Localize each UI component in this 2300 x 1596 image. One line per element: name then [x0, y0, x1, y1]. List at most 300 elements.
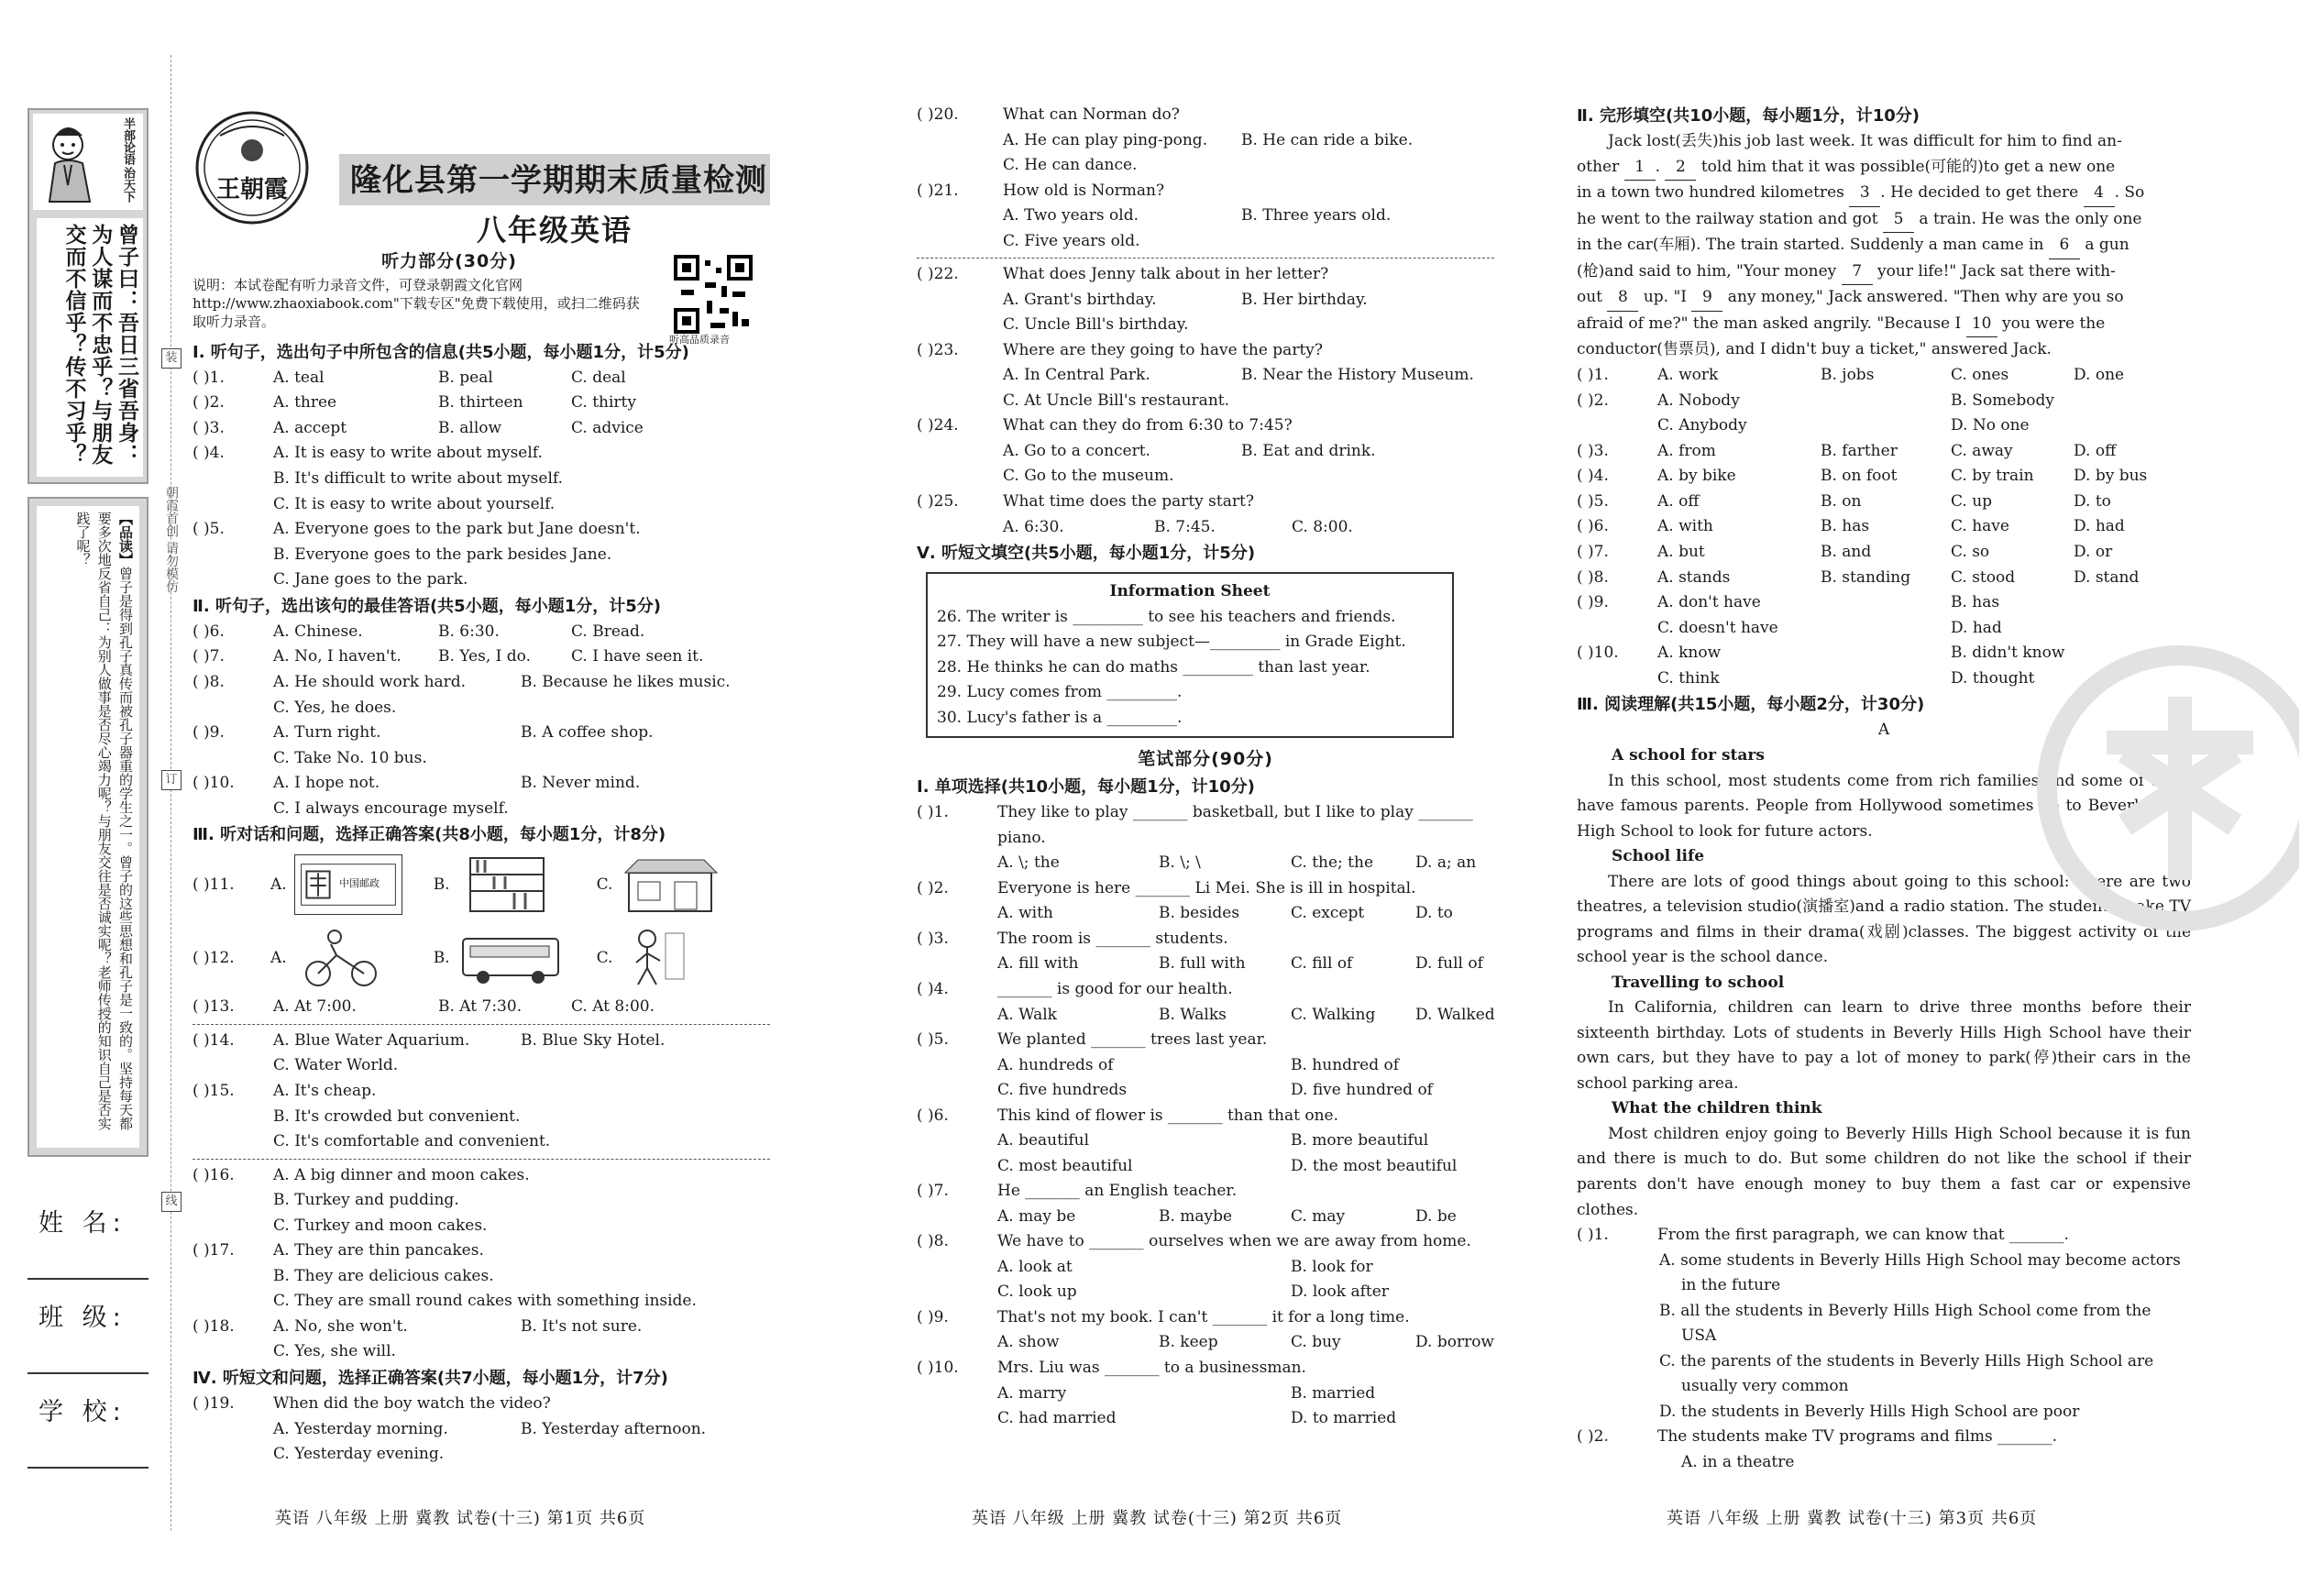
answer-option[interactable]: A. No, she won't. [273, 1316, 408, 1336]
question-number[interactable]: ( )6. [193, 622, 225, 641]
answer-option[interactable]: C. At Uncle Bill's restaurant. [1003, 391, 1229, 410]
question-item [193, 995, 853, 1020]
passage-text: out [1577, 288, 1608, 307]
answer-option[interactable]: B. and [1821, 542, 1872, 561]
answer-option[interactable]: B. look for [1291, 1257, 1373, 1276]
question-number[interactable]: ( )3. [917, 929, 949, 948]
answer-option[interactable]: A. Two years old. [1003, 206, 1139, 226]
sheet-title: Information Sheet [1109, 582, 1271, 601]
question-stem: When did the boy watch the video? [273, 1393, 551, 1413]
answer-option[interactable]: A. It's cheap. [273, 1081, 377, 1100]
passage-text: up. "I [1638, 288, 1692, 307]
answer-option[interactable]: D. look after [1291, 1282, 1389, 1302]
question-number[interactable]: ( )24. [917, 416, 959, 435]
passage-line: conductor(售票员), and I didn't buy a ticket," answered Jack. [1577, 340, 2052, 359]
question-number[interactable]: ( )22. [917, 265, 959, 284]
walking-person-icon[interactable] [620, 928, 728, 988]
cloze-blank[interactable]: 6 [2049, 233, 2080, 259]
question-number[interactable]: ( )2. [193, 393, 225, 413]
answer-option[interactable]: A. No, I haven't. [273, 647, 402, 666]
answer-option[interactable]: C. ones [1951, 365, 2009, 384]
divider [917, 258, 1494, 259]
question-stem: The room is _______ students. [997, 929, 1228, 948]
answer-option[interactable]: A. off [1657, 491, 1700, 511]
answer-option[interactable]: B. allow [438, 418, 502, 437]
answer-option[interactable]: A. accept [273, 418, 347, 437]
answer-option[interactable]: B. Because he likes music. [521, 672, 731, 691]
passage-line: Jack lost(丢失)his job last week. It was difficult for him to find an- [1608, 132, 2122, 151]
answer-option[interactable]: A. In Central Park. [1003, 366, 1150, 385]
answer-option[interactable]: D. the most beautiful [1291, 1156, 1458, 1175]
answer-option[interactable]: B. didn't know [1951, 644, 2065, 663]
question-number[interactable]: ( )25. [917, 491, 959, 511]
cloze-blank[interactable]: 5 [1883, 207, 1914, 234]
question-item [917, 103, 1513, 179]
question-number[interactable]: ( )8. [917, 1232, 949, 1251]
answer-option[interactable]: A. hundreds of [997, 1055, 1114, 1074]
answer-option[interactable]: A. A big dinner and moon cakes. [273, 1165, 530, 1184]
fill-blank-item[interactable]: 27. They will have a new subject—_________ in Grade Eight. [937, 633, 1406, 652]
answer-option[interactable]: A. don't have [1657, 593, 1761, 612]
question-item [193, 771, 853, 821]
answer-option[interactable]: B. maybe [1159, 1206, 1233, 1226]
answer-option[interactable]: C. Walking [1291, 1005, 1376, 1024]
cloze-blank[interactable]: 2 [1665, 155, 1696, 182]
page-footer: 英语 八年级 上册 冀教 试卷(十三) 第2页 共6页 [972, 1509, 1343, 1528]
question-number[interactable]: ( )1. [1577, 1226, 1609, 1245]
option-label: B. [433, 875, 450, 894]
answer-option[interactable]: D. be [1415, 1206, 1457, 1226]
question-number[interactable]: ( )7. [1577, 542, 1609, 561]
question-item [917, 876, 1513, 927]
answer-option[interactable]: D. had [2074, 517, 2125, 536]
passage-text: other [1577, 157, 1624, 176]
answer-option[interactable]: C. Yes, she will. [273, 1342, 396, 1361]
answer-option[interactable]: A. I hope not. [273, 774, 380, 793]
question-number[interactable]: ( )1. [1577, 365, 1609, 384]
answer-option[interactable]: A. Grant's birthday. [1003, 290, 1157, 309]
answer-option[interactable]: C. Yesterday evening. [273, 1445, 445, 1464]
answer-option[interactable]: A. show [997, 1333, 1060, 1352]
class-field[interactable] [28, 1280, 149, 1374]
name-field[interactable] [28, 1185, 149, 1280]
exam-header [193, 108, 798, 246]
motto-heading [97, 117, 138, 209]
question-item [1577, 514, 2191, 540]
cloze-blank[interactable]: 3 [1849, 181, 1880, 207]
answer-option[interactable]: D. the students in Beverly Hills High School are poor [1659, 1402, 2080, 1421]
answer-option[interactable]: C. They are small round cakes with something inside. [273, 1292, 697, 1311]
question-number[interactable]: ( )9. [1577, 593, 1609, 612]
answer-option[interactable]: A. Nobody [1657, 391, 1740, 410]
question-number[interactable]: ( )12. [193, 948, 235, 967]
answer-option[interactable]: A. stands [1657, 567, 1731, 587]
answer-option[interactable]: B. It's difficult to write about myself. [273, 468, 563, 488]
answer-option[interactable]: B. Near the History Museum. [1241, 366, 1474, 385]
answer-option[interactable]: A. fill with [997, 954, 1079, 974]
page-1 [193, 248, 853, 1468]
answer-option[interactable]: C. He can dance. [1003, 156, 1138, 175]
answer-option[interactable]: A. Chinese. [273, 622, 363, 641]
answer-option[interactable]: A. Walk [997, 1005, 1057, 1024]
answer-option[interactable]: C. buy [1291, 1333, 1341, 1352]
answer-option[interactable]: B. besides [1159, 904, 1240, 923]
section-2-heading: Ⅱ. 听句子，选出该句的最佳答语(共5小题，每小题1分，计5分) [193, 596, 661, 616]
cloze-blank[interactable]: 10 [1966, 312, 1997, 338]
answer-option[interactable]: B. They are delicious cakes. [273, 1266, 494, 1285]
question-stem: What time does the party start? [1003, 491, 1254, 511]
answer-option[interactable]: C. the; the [1291, 853, 1374, 873]
question-item [917, 179, 1513, 255]
answer-option[interactable]: C. Turkey and moon cakes. [273, 1216, 488, 1235]
question-number[interactable]: ( )5. [193, 520, 225, 539]
question-stem: They like to play _______ basketball, but I like to play _______ piano. [997, 803, 1473, 847]
sub-title: 八年级英语 [477, 213, 633, 248]
passage-paragraph: There are lots of good things about going to this school: There are two theatres, a television studio(演播室)and a radio station. The students make TV programs and films in their drama(戏剧)classes. The biggest activity of the school year is the school dance. [1577, 872, 2191, 967]
answer-option[interactable]: B. has [1951, 593, 2000, 612]
question-item [917, 1179, 1513, 1229]
question-item [917, 338, 1513, 414]
answer-option[interactable]: C. thirty [571, 393, 636, 413]
answer-option[interactable]: A. with [1657, 517, 1713, 536]
question-number[interactable]: ( )16. [193, 1165, 235, 1184]
question-number[interactable]: ( )3. [193, 418, 225, 437]
answer-option[interactable]: B. Never mind. [521, 774, 641, 793]
fill-blank-item[interactable]: 29. Lucy comes from _________. [937, 683, 1183, 702]
answer-option[interactable]: A. with [997, 904, 1053, 923]
answer-option[interactable]: B. has [1821, 517, 1870, 536]
answer-option[interactable]: C. five hundreds [997, 1081, 1128, 1100]
cloze-blank[interactable]: 8 [1607, 285, 1638, 312]
answer-option[interactable]: B. Yesterday afternoon. [521, 1419, 707, 1438]
answer-option[interactable]: C. by train [1951, 467, 2034, 486]
question-number[interactable]: ( )11. [193, 875, 235, 894]
answer-option[interactable]: D. off [2074, 441, 2117, 460]
question-number[interactable]: ( )4. [193, 444, 225, 463]
question-number[interactable]: ( )19. [193, 1393, 235, 1413]
answer-option[interactable]: C. I always encourage myself. [273, 798, 509, 818]
answer-option[interactable]: A. It is easy to write about myself. [273, 444, 543, 463]
question-stem: Where are they going to have the party? [1003, 340, 1323, 359]
answer-option[interactable]: B. all the students in Beverly Hills High School come from the USA [1659, 1301, 2151, 1346]
answer-option[interactable]: B. Yes, I do. [438, 647, 531, 666]
answer-option[interactable]: B. It's not sure. [521, 1316, 643, 1336]
answer-option[interactable]: C. Jane goes to the park. [273, 570, 468, 589]
answer-option[interactable]: D. had [1951, 618, 2002, 637]
answer-option[interactable]: B. It's crowded but convenient. [273, 1106, 521, 1126]
question-number[interactable]: ( )9. [193, 723, 225, 743]
school-field[interactable] [28, 1374, 149, 1469]
answer-option[interactable]: D. by bus [2074, 467, 2148, 486]
question-number[interactable]: ( )5. [1577, 491, 1609, 511]
answer-option[interactable]: A. He should work hard. [273, 672, 467, 691]
question-item [193, 1029, 853, 1079]
answer-option[interactable]: C. Uncle Bill's birthday. [1003, 315, 1189, 335]
question-number[interactable]: ( )21. [917, 181, 959, 200]
question-item [1577, 1223, 2191, 1425]
answer-option[interactable]: B. full with [1159, 954, 1246, 974]
bicycle-rider-icon[interactable] [294, 928, 402, 988]
fill-blank-item[interactable]: 30. Lucy's father is a _________. [937, 708, 1183, 727]
question-number[interactable]: ( )7. [193, 647, 225, 666]
passage-line [1577, 155, 2191, 182]
answer-option[interactable]: A. 6:30. [1003, 517, 1064, 536]
answer-option[interactable]: B. Her birthday. [1241, 290, 1368, 309]
question-number[interactable]: ( )20. [917, 105, 959, 124]
page-2 [917, 103, 1513, 1432]
question-stem: He _______ an English teacher. [997, 1182, 1238, 1201]
answer-option[interactable]: B. Turkey and pudding. [273, 1191, 459, 1210]
answer-option[interactable]: B. farther [1821, 441, 1898, 460]
answer-option[interactable]: D. five hundred of [1291, 1081, 1433, 1100]
answer-option[interactable]: C. look up [997, 1282, 1077, 1302]
library-bookshelf-icon[interactable] [457, 854, 566, 915]
answer-option[interactable]: A. may be [997, 1206, 1076, 1226]
question-number[interactable]: ( )1. [917, 803, 949, 822]
fill-blank-item[interactable]: 28. He thinks he can do maths _________ than last year. [937, 657, 1370, 677]
answer-option[interactable]: B. jobs [1821, 365, 1875, 384]
answer-option[interactable]: B. Blue Sky Hotel. [521, 1030, 666, 1050]
question-number[interactable]: ( )4. [1577, 467, 1609, 486]
question-number[interactable]: ( )3. [1577, 441, 1609, 460]
answer-option[interactable]: D. or [2074, 542, 2113, 561]
answer-option[interactable]: C. Anybody [1657, 416, 1747, 435]
question-number[interactable]: ( )13. [193, 997, 235, 1017]
answer-option[interactable]: C. think [1657, 668, 1720, 688]
answer-option[interactable]: A. teal [273, 368, 325, 387]
section-4-heading: Ⅳ. 听短文和问题，选择正确答案(共7小题，每小题1分，计7分) [193, 1368, 668, 1388]
answer-option[interactable]: A. look at [997, 1257, 1073, 1276]
answer-option[interactable]: D. to [1415, 904, 1453, 923]
answer-option[interactable]: C. may [1291, 1206, 1346, 1226]
question-item [1577, 464, 2191, 490]
passage-subheading: School life [1612, 847, 1705, 866]
question-item [193, 848, 853, 921]
question-item [1577, 540, 2191, 566]
answer-option[interactable]: C. except [1291, 904, 1365, 923]
question-item [917, 413, 1513, 490]
answer-option[interactable]: C. Water World. [273, 1056, 399, 1075]
student-info [28, 1185, 149, 1469]
answer-option[interactable]: B. on [1821, 491, 1862, 511]
question-item [1577, 1425, 2191, 1475]
listening-heading: 听力部分(30分) [381, 251, 517, 271]
answer-option[interactable]: A. At 7:00. [273, 997, 357, 1017]
post-sign-text: 中国邮政 [339, 877, 380, 890]
question-number[interactable]: ( )18. [193, 1316, 235, 1336]
answer-option[interactable]: C. up [1951, 491, 1993, 511]
question-item [193, 366, 853, 391]
question-number[interactable]: ( )2. [917, 878, 949, 897]
option-label: A. [270, 875, 287, 894]
question-number[interactable]: ( )6. [1577, 517, 1609, 536]
answer-option[interactable]: A. three [273, 393, 337, 413]
answer-option[interactable]: A. beautiful [997, 1131, 1090, 1150]
answer-option[interactable]: B. Three years old. [1241, 206, 1392, 226]
question-stem: Everyone is here _______ Li Mei. She is ill in hospital. [997, 878, 1416, 897]
answer-option[interactable]: A. in a theatre [1681, 1452, 1795, 1471]
answer-option[interactable]: B. standing [1821, 567, 1911, 587]
answer-option[interactable]: D. to married [1291, 1409, 1397, 1428]
question-number[interactable]: ( )8. [1577, 567, 1609, 587]
answer-option[interactable]: B. on foot [1821, 467, 1898, 486]
question-item [1577, 439, 2191, 465]
passage-text: a train. He was the only one [1914, 209, 2142, 228]
answer-option[interactable]: C. I have seen it. [571, 647, 704, 666]
answer-option[interactable]: B. married [1291, 1383, 1376, 1403]
question-item [1577, 363, 2191, 389]
answer-option[interactable]: B. peal [438, 368, 493, 387]
question-number[interactable]: ( )2. [1577, 391, 1609, 410]
answer-option[interactable]: D. one [2074, 365, 2125, 384]
answer-option[interactable]: A. Everyone goes to the park but Jane doesn't. [273, 520, 641, 539]
market-shop-icon[interactable] [620, 854, 728, 915]
question-number[interactable]: ( )7. [917, 1182, 949, 1201]
answer-option[interactable]: A. know [1657, 644, 1722, 663]
answer-option[interactable]: C. fill of [1291, 954, 1353, 974]
answer-option[interactable]: B. A coffee shop. [521, 723, 654, 743]
motto-panel [28, 108, 149, 484]
passage-text: you were the [1997, 314, 2106, 333]
answer-option[interactable]: C. advice [571, 418, 644, 437]
answer-option[interactable]: B. At 7:30. [438, 997, 523, 1017]
answer-option[interactable]: C. 8:00. [1292, 517, 1353, 536]
answer-option[interactable]: C. had married [997, 1409, 1117, 1428]
answer-option[interactable]: C. It is easy to write about yourself. [273, 494, 556, 513]
answer-option[interactable]: C. Take No. 10 bus. [273, 748, 427, 767]
answer-option[interactable]: A. Turn right. [273, 723, 381, 743]
answer-option[interactable]: C. stood [1951, 567, 2016, 587]
answer-option[interactable]: C. At 8:00. [571, 997, 655, 1017]
answer-option[interactable]: A. \; the [997, 853, 1060, 873]
answer-option[interactable]: C. Bread. [571, 622, 645, 641]
answer-option[interactable]: B. more beautiful [1291, 1131, 1429, 1150]
question-stem: From the first paragraph, we can know that _______. [1657, 1226, 2069, 1245]
question-number[interactable]: ( )1. [193, 368, 225, 387]
question-number[interactable]: ( )14. [193, 1030, 235, 1050]
passage-text: told him that it was possible(可能的)to get a new one [1696, 157, 2116, 176]
secret-stamp-icon [2024, 642, 2299, 935]
answer-option[interactable]: D. borrow [1415, 1333, 1494, 1352]
question-item [193, 1079, 853, 1155]
answer-option[interactable]: C. doesn't have [1657, 618, 1778, 637]
cloze-blank[interactable]: 9 [1691, 285, 1722, 312]
answer-option[interactable]: D. thought [1951, 668, 2035, 688]
cloze-blank[interactable]: 4 [2084, 181, 2115, 207]
passage-paragraph: In California, children can learn to drive three months before their sixteenth birthday. Lots of students in Beverly Hills High School have their own cars, but they have to pay a lot of money to park(停)their cars in the school parking area. [1577, 998, 2191, 1093]
answer-option[interactable]: C. Yes, he does. [273, 698, 397, 717]
answer-option[interactable]: D. full of [1415, 954, 1483, 974]
answer-option[interactable]: B. keep [1159, 1333, 1218, 1352]
answer-option[interactable]: A. from [1657, 441, 1716, 460]
answer-option[interactable]: B. He can ride a bike. [1241, 130, 1414, 149]
answer-option[interactable]: C. most beautiful [997, 1156, 1133, 1175]
option-label: C. [596, 875, 613, 894]
question-item [917, 977, 1513, 1028]
question-number[interactable]: ( )17. [193, 1241, 235, 1260]
answer-option[interactable]: A. by bike [1657, 467, 1736, 486]
answer-option[interactable]: B. Somebody [1951, 391, 2054, 410]
question-number[interactable]: ( )10. [917, 1358, 959, 1377]
answer-option[interactable]: D. to [2074, 491, 2111, 511]
answer-option[interactable]: C. deal [571, 368, 626, 387]
class-label: 班 级: [39, 1304, 127, 1332]
question-number[interactable]: ( )9. [917, 1307, 949, 1326]
passage-text: your life!" Jack sat there with- [1872, 261, 2116, 281]
fill-blank-item[interactable]: 26. The writer is _________ to see his teachers and friends. [937, 607, 1396, 626]
answer-option[interactable]: C. so [1951, 542, 1990, 561]
answer-option[interactable]: A. Go to a concert. [1003, 441, 1150, 460]
answer-option[interactable]: B. Everyone goes to the park besides Jane. [273, 545, 612, 564]
divider [193, 1024, 770, 1025]
question-item [1577, 490, 2191, 515]
answer-option[interactable]: D. Walked [1415, 1005, 1495, 1024]
binding-mark: 订 [161, 770, 182, 790]
answer-option[interactable]: B. Walks [1159, 1005, 1227, 1024]
question-number[interactable]: ( )15. [193, 1081, 235, 1100]
answer-option[interactable]: C. the parents of the students in Beverly Hills High School are usually very common [1659, 1351, 2154, 1396]
question-number[interactable]: ( )4. [917, 980, 949, 999]
answer-option[interactable]: A. They are thin pancakes. [273, 1241, 484, 1260]
question-item [193, 670, 853, 721]
question-item [917, 1229, 1513, 1305]
question-number[interactable]: ( )2. [1577, 1427, 1609, 1447]
question-item [917, 1305, 1513, 1356]
question-item [193, 391, 853, 416]
cloze-blank[interactable]: 7 [1842, 259, 1873, 286]
answer-option[interactable]: A. Blue Water Aquarium. [273, 1030, 470, 1050]
answer-option[interactable]: A. but [1657, 542, 1705, 561]
pindu-panel [28, 497, 149, 1157]
answer-option[interactable]: D. No one [1951, 416, 2030, 435]
answer-option[interactable]: C. have [1951, 517, 2009, 536]
question-number[interactable]: ( )10. [193, 774, 235, 793]
answer-option[interactable]: D. a; an [1415, 853, 1477, 873]
answer-option[interactable]: B. thirteen [438, 393, 523, 413]
listening-note: 说明：本试卷配有听力录音文件，可登录朝霞文化官网http://www.zhaoxiabook.com"下载专区"免费下载使用，或扫二维码获取听力录音。 [193, 276, 640, 331]
answer-option[interactable]: B. Eat and drink. [1241, 441, 1376, 460]
answer-option[interactable]: A. work [1657, 365, 1719, 384]
logo-icon [193, 108, 312, 227]
passage-subheading: Travelling to school [1612, 973, 1785, 992]
question-number[interactable]: ( )5. [917, 1030, 949, 1050]
answer-option[interactable]: B. \; \ [1159, 853, 1201, 873]
answer-option[interactable]: C. Five years old. [1003, 231, 1140, 250]
question-number[interactable]: ( )10. [1577, 644, 1619, 663]
answer-option[interactable]: B. hundred of [1291, 1055, 1400, 1074]
answer-option[interactable]: A. He can play ping-pong. [1003, 130, 1208, 149]
answer-option[interactable]: C. away [1951, 441, 2013, 460]
answer-option[interactable]: A. marry [997, 1383, 1067, 1403]
question-number[interactable]: ( )6. [917, 1106, 949, 1125]
question-stem: What can they do from 6:30 to 7:45? [1003, 416, 1293, 435]
answer-option[interactable]: A. some students in Beverly Hills High School may become actors in the future [1659, 1250, 2181, 1295]
answer-option[interactable]: A. Yesterday morning. [273, 1419, 448, 1438]
question-item [917, 1356, 1513, 1432]
answer-option[interactable]: C. It's comfortable and convenient. [273, 1132, 551, 1151]
question-item [917, 490, 1513, 540]
passage-paragraph: Most children enjoy going to Beverly Hills High School because it is fun and there is much to do. But some children do not like the school if their parents don't have enough money to buy them a fast car or expensive clothes. [1577, 1124, 2191, 1219]
passage-line [1577, 285, 2191, 312]
answer-option[interactable]: D. stand [2074, 567, 2140, 587]
question-number[interactable]: ( )23. [917, 340, 959, 359]
cloze-blank[interactable]: 1 [1624, 155, 1656, 182]
answer-option[interactable]: C. Go to the museum. [1003, 467, 1174, 486]
answer-option[interactable]: B. 7:45. [1154, 517, 1216, 536]
answer-option[interactable]: B. 6:30. [438, 622, 500, 641]
question-number[interactable]: ( )8. [193, 672, 225, 691]
bus-icon[interactable] [457, 928, 566, 988]
